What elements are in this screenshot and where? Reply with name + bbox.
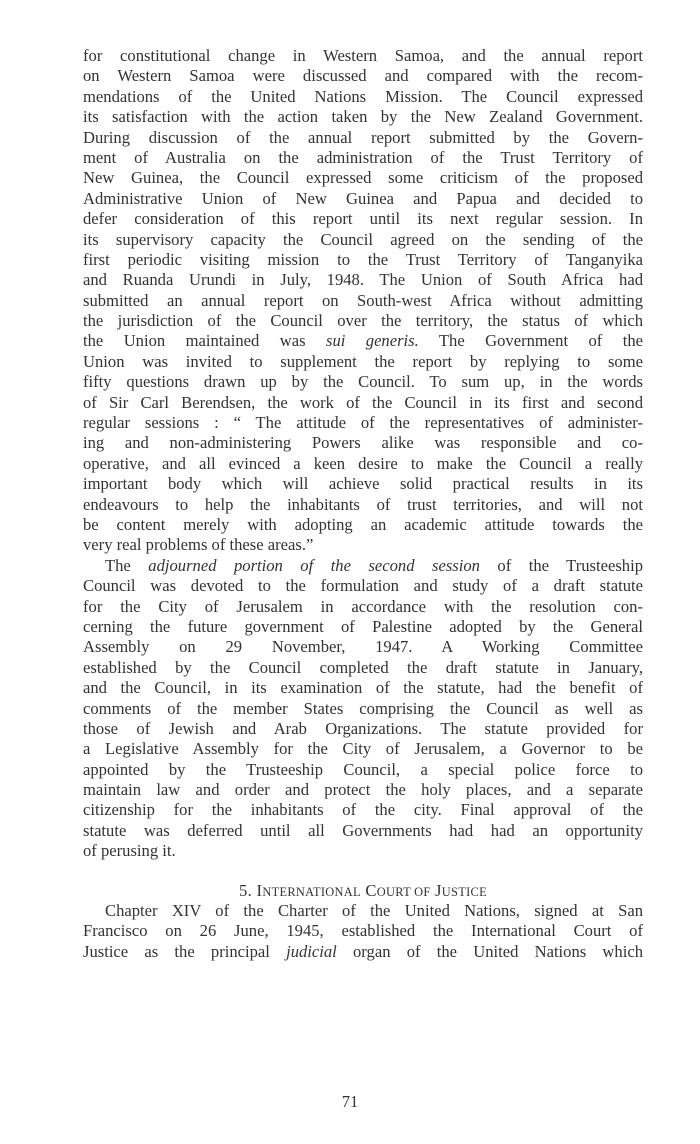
- text-line: on Western Samoa were discussed and compared with the recom-: [83, 66, 643, 86]
- heading-cap: C: [365, 880, 377, 900]
- heading-smallcaps: NTERNATIONAL: [262, 884, 361, 899]
- text-line: [83, 942, 643, 962]
- text-line: endeavours to help the inhabitants of trust territories, and will not: [83, 494, 643, 514]
- text-line: appointed by the Trusteeship Council, a special police force to: [83, 759, 643, 779]
- body-text: [83, 46, 643, 962]
- text-line: and Ruanda Urundi in July, 1948. The Union of South Africa had: [83, 270, 643, 290]
- paragraph-trusteeship-reports: [83, 46, 643, 556]
- heading-cap: I: [256, 880, 263, 900]
- text-line: for constitutional change in Western Samoa, and the annual report: [83, 46, 643, 65]
- text-line: mendations of the United Nations Mission. The Council expressed: [83, 86, 643, 106]
- italic-term: adjourned portion of the second session: [148, 555, 480, 575]
- text-line: maintain law and order and protect the holy places, and a separate: [83, 780, 643, 800]
- text-line: be content merely with adopting an academic attitude towards the: [83, 514, 643, 534]
- text-run: Justice as the principal: [83, 941, 287, 961]
- text-line: defer consideration of this report until its next regular session. In: [83, 209, 643, 229]
- text-line: and the Council, in its examination of the statute, had the benefit of: [83, 678, 643, 698]
- text-line: its satisfaction with the action taken by the New Zealand Government.: [83, 107, 643, 127]
- text-line: submitted an annual report on South-west Africa without admitting: [83, 290, 643, 310]
- text-run: organ of the United Nations which: [336, 941, 643, 961]
- text-line: ment of Australia on the administration of the Trust Territory of: [83, 147, 643, 167]
- heading-cap: J: [435, 880, 442, 900]
- text-run: of the Trusteeship: [479, 555, 643, 575]
- text-run: The Government of the: [418, 331, 644, 351]
- heading-smallcaps: USTICE: [441, 884, 487, 899]
- text-line: cerning the future government of Palestine adopted by the General: [83, 616, 643, 636]
- text-line: Union was invited to supplement the report by replying to some: [83, 351, 643, 371]
- text-line: [83, 331, 643, 351]
- heading-smallcaps: OURT OF: [376, 884, 431, 899]
- text-line: operative, and all evinced a keen desire to make the Council a really: [83, 453, 643, 473]
- text-line: Administrative Union of New Guinea and Papua and decided to: [83, 188, 643, 208]
- text-line: of perusing it.: [83, 841, 176, 861]
- text-line: citizenship for the inhabitants of the city. Final approval of the: [83, 800, 643, 820]
- text-line: of Sir Carl Berendsen, the work of the Council in its first and second: [83, 392, 643, 412]
- text-line: regular sessions : “ The attitude of the representatives of administer-: [83, 413, 643, 433]
- text-line: During discussion of the annual report submitted by the Govern-: [83, 127, 643, 147]
- text-line: its supervisory capacity the Council agreed on the sending of the: [83, 229, 643, 249]
- text-run: The: [105, 555, 149, 575]
- text-line: for the City of Jerusalem in accordance with the resolution con-: [83, 596, 643, 616]
- text-line: first periodic visiting mission to the Trust Territory of Tanganyika: [83, 249, 643, 269]
- text-line: established by the Council completed the draft statute in January,: [83, 657, 643, 677]
- text-line: those of Jewish and Arab Organizations. The statute provided for: [83, 718, 643, 738]
- text-line: very real problems of these areas.”: [83, 535, 314, 555]
- text-line: Assembly on 29 November, 1947. A Working Committee: [83, 637, 643, 657]
- text-line: Chapter XIV of the Charter of the United Nations, signed at San: [105, 901, 643, 921]
- section-spacer: [83, 862, 643, 881]
- section-heading: [83, 881, 643, 901]
- text-line: comments of the member States comprising the Council as well as: [83, 698, 643, 718]
- text-line: important body which will achieve solid practical results in its: [83, 474, 643, 494]
- section-number: 5.: [239, 880, 253, 900]
- text-line: Francisco on 26 June, 1945, established the International Court of: [83, 921, 643, 941]
- paragraph-court-of-justice: [83, 901, 643, 962]
- text-run: the Union maintained was: [83, 331, 326, 351]
- text-line: New Guinea, the Council expressed some criticism of the proposed: [83, 168, 643, 188]
- text-line: a Legislative Assembly for the City of Jerusalem, a Governor to be: [83, 739, 643, 759]
- italic-term: sui generis.: [325, 331, 419, 351]
- text-line: ing and non-administering Powers alike was responsible and co-: [83, 433, 643, 453]
- text-line: fifty questions drawn up by the Council. To sum up, in the words: [83, 372, 643, 392]
- page-number: 71: [341, 1092, 359, 1111]
- paragraph-jerusalem-statute: [83, 556, 643, 862]
- text-line: Council was devoted to the formulation and study of a draft statute: [83, 576, 643, 596]
- text-line: [83, 556, 643, 576]
- text-line: statute was deferred until all Governments had had an opportunity: [83, 820, 643, 840]
- text-line: the jurisdiction of the Council over the territory, the status of which: [83, 311, 643, 331]
- italic-term: judicial: [286, 941, 337, 961]
